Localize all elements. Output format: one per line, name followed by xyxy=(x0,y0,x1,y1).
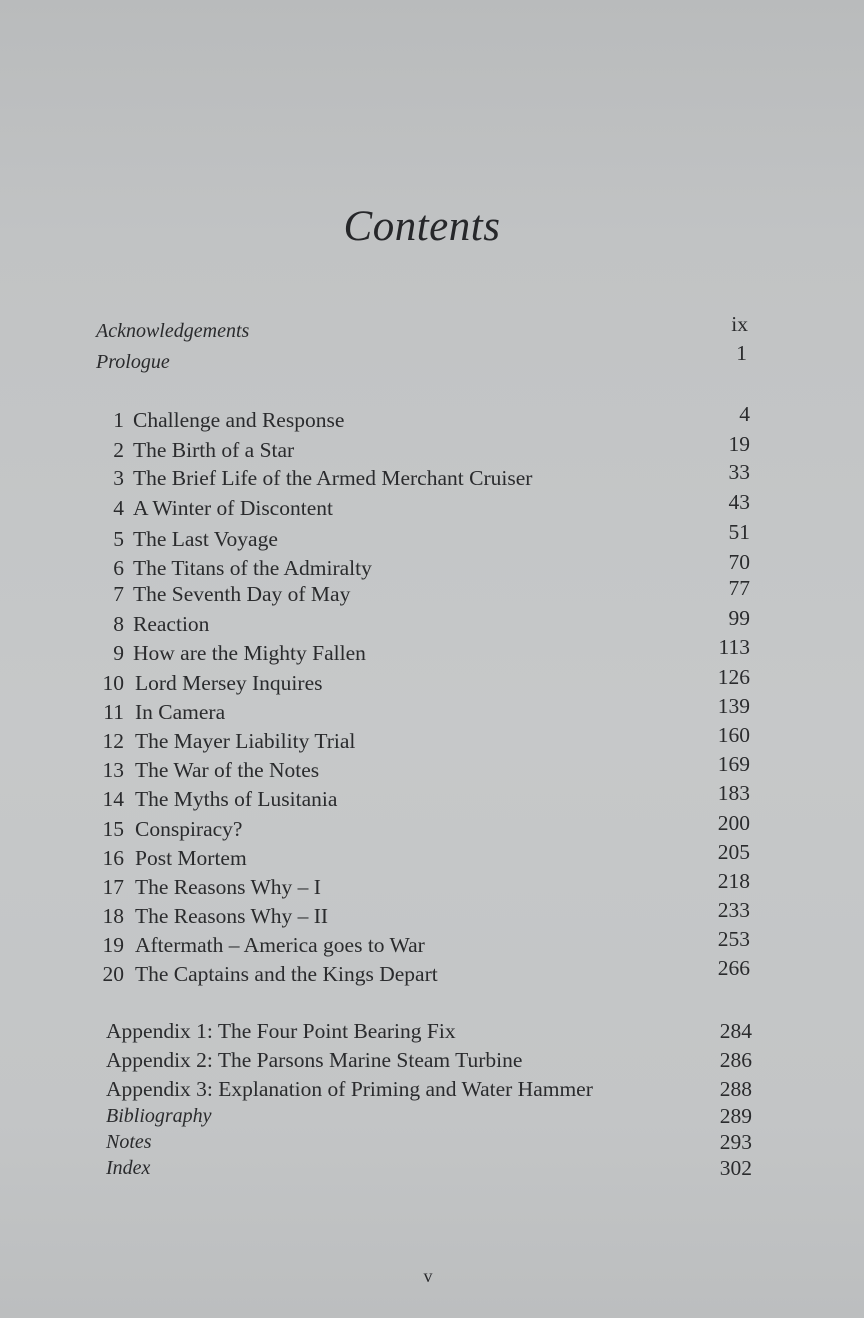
chapter-page-number: 218 xyxy=(717,869,750,893)
chapter-title: The Birth of a Star xyxy=(133,438,295,462)
toc-entry-label: Bibliography xyxy=(106,1105,212,1127)
chapter-page-number: 19 xyxy=(728,432,750,456)
chapter-number: 5 xyxy=(113,527,124,551)
chapter-title: The Brief Life of the Armed Merchant Cruiser xyxy=(133,466,533,490)
chapter-number: 12 xyxy=(102,729,124,753)
toc-entry-label: Appendix 2: The Parsons Marine Steam Turbine xyxy=(106,1048,523,1072)
chapter-page-number: 126 xyxy=(717,665,750,689)
chapter-title: Lord Mersey Inquires xyxy=(135,671,323,695)
chapter-number: 14 xyxy=(102,787,124,811)
chapter-title: How are the Mighty Fallen xyxy=(133,641,366,665)
chapter-title: The Titans of the Admiralty xyxy=(133,556,372,580)
toc-entry-label: Index xyxy=(106,1157,151,1179)
chapter-number: 16 xyxy=(102,846,124,870)
chapter-number: 7 xyxy=(113,582,124,606)
chapter-number: 15 xyxy=(102,817,124,841)
chapter-number: 1 xyxy=(113,408,124,432)
chapter-title: The Myths of Lusitania xyxy=(135,787,338,811)
chapter-number: 4 xyxy=(113,496,124,520)
chapter-title: The Seventh Day of May xyxy=(133,582,351,606)
toc-page-number: 284 xyxy=(719,1019,752,1043)
chapter-page-number: 4 xyxy=(739,402,750,426)
chapter-title: The Mayer Liability Trial xyxy=(135,729,356,753)
chapter-page-number: 99 xyxy=(728,606,750,630)
chapter-number: 9 xyxy=(113,641,124,665)
toc-entry-label: Acknowledgements xyxy=(96,320,250,342)
chapter-number: 3 xyxy=(113,466,124,490)
chapter-page-number: 33 xyxy=(728,460,750,484)
toc-page-number: 302 xyxy=(719,1156,752,1180)
chapter-number: 8 xyxy=(113,612,124,636)
chapter-title: Conspiracy? xyxy=(135,817,243,841)
chapter-page-number: 70 xyxy=(728,550,750,574)
toc-page-number: 293 xyxy=(719,1130,752,1154)
toc-entry-label: Prologue xyxy=(96,351,170,373)
chapter-page-number: 160 xyxy=(717,723,750,747)
chapter-title: The Reasons Why – I xyxy=(135,875,321,899)
chapter-page-number: 139 xyxy=(717,694,750,718)
chapter-number: 19 xyxy=(102,933,124,957)
chapter-page-number: 205 xyxy=(717,840,750,864)
chapter-page-number: 266 xyxy=(717,956,750,980)
toc-entry-label: Appendix 1: The Four Point Bearing Fix xyxy=(106,1019,456,1043)
page-folio: v xyxy=(423,1266,433,1286)
chapter-title: A Winter of Discontent xyxy=(133,496,333,520)
chapter-title: Challenge and Response xyxy=(133,408,345,432)
toc-entry-label: Notes xyxy=(106,1131,152,1153)
chapter-page-number: 183 xyxy=(717,781,750,805)
toc-page-number: ix xyxy=(731,312,748,336)
chapter-title: The Captains and the Kings Depart xyxy=(135,962,438,986)
chapter-page-number: 43 xyxy=(728,490,750,514)
chapter-title: Aftermath – America goes to War xyxy=(135,933,425,957)
chapter-number: 18 xyxy=(102,904,124,928)
toc-page-number: 286 xyxy=(719,1048,752,1072)
toc-page-number: 288 xyxy=(719,1077,752,1101)
chapter-number: 13 xyxy=(102,758,124,782)
chapter-page-number: 200 xyxy=(717,811,750,835)
toc-entry-label: Appendix 3: Explanation of Priming and Water Hammer xyxy=(106,1077,593,1101)
chapter-page-number: 51 xyxy=(728,520,750,544)
chapter-number: 10 xyxy=(102,671,124,695)
chapter-number: 6 xyxy=(113,556,124,580)
chapter-number: 2 xyxy=(113,438,124,462)
chapter-number: 17 xyxy=(102,875,124,899)
chapter-title: In Camera xyxy=(135,700,226,724)
toc-page-number: 1 xyxy=(736,341,747,365)
chapter-title: The War of the Notes xyxy=(135,758,320,782)
chapter-number: 11 xyxy=(103,700,124,724)
chapter-title: The Last Voyage xyxy=(133,527,278,551)
chapter-number: 20 xyxy=(102,962,124,986)
chapter-page-number: 169 xyxy=(717,752,750,776)
chapter-page-number: 113 xyxy=(718,635,750,659)
chapter-title: Reaction xyxy=(133,612,210,636)
page-title: Contents xyxy=(343,203,501,250)
chapter-title: The Reasons Why – II xyxy=(135,904,329,928)
chapter-page-number: 77 xyxy=(728,576,750,600)
chapter-page-number: 253 xyxy=(717,927,750,951)
chapter-page-number: 233 xyxy=(717,898,750,922)
toc-page-number: 289 xyxy=(719,1104,752,1128)
chapter-title: Post Mortem xyxy=(135,846,247,870)
